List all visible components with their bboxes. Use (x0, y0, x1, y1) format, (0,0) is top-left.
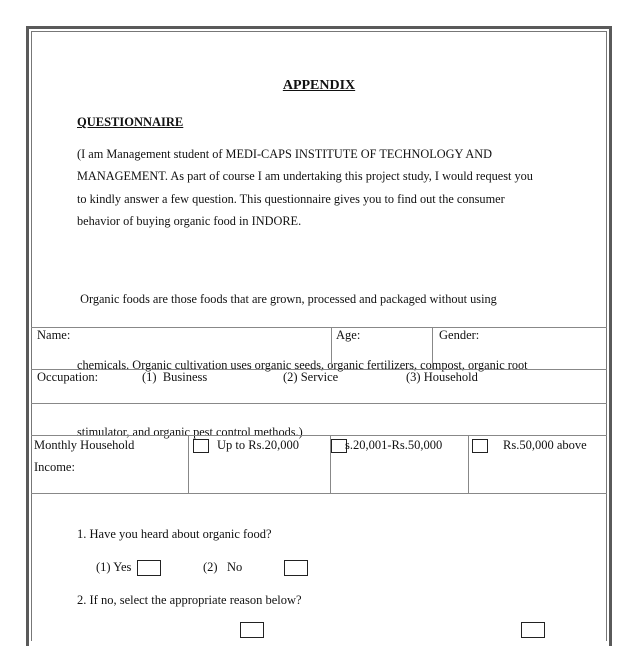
income-option-label: Rs.50,000 above (503, 438, 587, 452)
income-option-label: Up to Rs.20,000 (217, 438, 299, 452)
income-label: Monthly Household (34, 438, 135, 452)
intro-line: MANAGEMENT. As part of course I am undertaking this project study, I would request you (77, 169, 533, 184)
occupation-option-business[interactable]: (1) Business (142, 370, 208, 384)
question-2: 2. If no, select the appropriate reason below? (77, 593, 302, 607)
name-label: Name: (37, 328, 71, 342)
table-border (31, 403, 607, 404)
q1-yes-label: (1) Yes (96, 560, 132, 574)
table-border (31, 493, 607, 494)
q1-no-checkbox[interactable] (284, 560, 308, 576)
intro-line: to kindly answer a few question. This questionnaire gives you to find out the consumer (77, 191, 505, 206)
intro-line: (I am Management student of MEDI-CAPS INSTITUTE OF TECHNOLOGY AND (77, 147, 492, 161)
occupation-option-household[interactable]: (3) Household (406, 370, 478, 384)
q1-yes-checkbox[interactable] (137, 560, 161, 576)
organic-line: Organic foods are those foods that are grown, processed and packaged without using (77, 291, 497, 306)
income-checkbox-upto-20000[interactable] (193, 439, 209, 453)
income-label-line2: Income: (34, 460, 75, 474)
gender-label: Gender: (439, 328, 480, 342)
intro-paragraph (77, 143, 577, 232)
income-option-label: s.20,001-Rs.50,000 (345, 438, 443, 452)
q1-no-label: (2) No (203, 560, 243, 574)
questionnaire-heading: QUESTIONNAIRE (77, 115, 184, 129)
organic-line: stimulator, and organic pest control methods.) (77, 425, 303, 440)
table-border (31, 435, 607, 436)
income-checkbox-50000-above[interactable] (472, 439, 488, 453)
organic-line: chemicals. Organic cultivation uses organic seeds, organic fertilizers, compost, organic root (77, 358, 528, 373)
intro-line: behavior of buying organic food in INDORE. (77, 213, 302, 228)
occupation-option-service[interactable]: (2) Service (283, 370, 339, 384)
table-divider (188, 435, 189, 493)
age-label: Age: (336, 328, 361, 342)
table-divider (432, 327, 433, 369)
q2-option-checkbox[interactable] (521, 622, 545, 638)
table-divider (468, 435, 469, 493)
question-1: 1. Have you heard about organic food? (77, 527, 272, 541)
page-title: APPENDIX (282, 78, 356, 93)
q2-option-checkbox[interactable] (240, 622, 264, 638)
table-divider (331, 327, 332, 369)
organic-paragraph (77, 243, 577, 466)
occupation-label: Occupation: (37, 370, 99, 384)
table-border (31, 327, 607, 328)
